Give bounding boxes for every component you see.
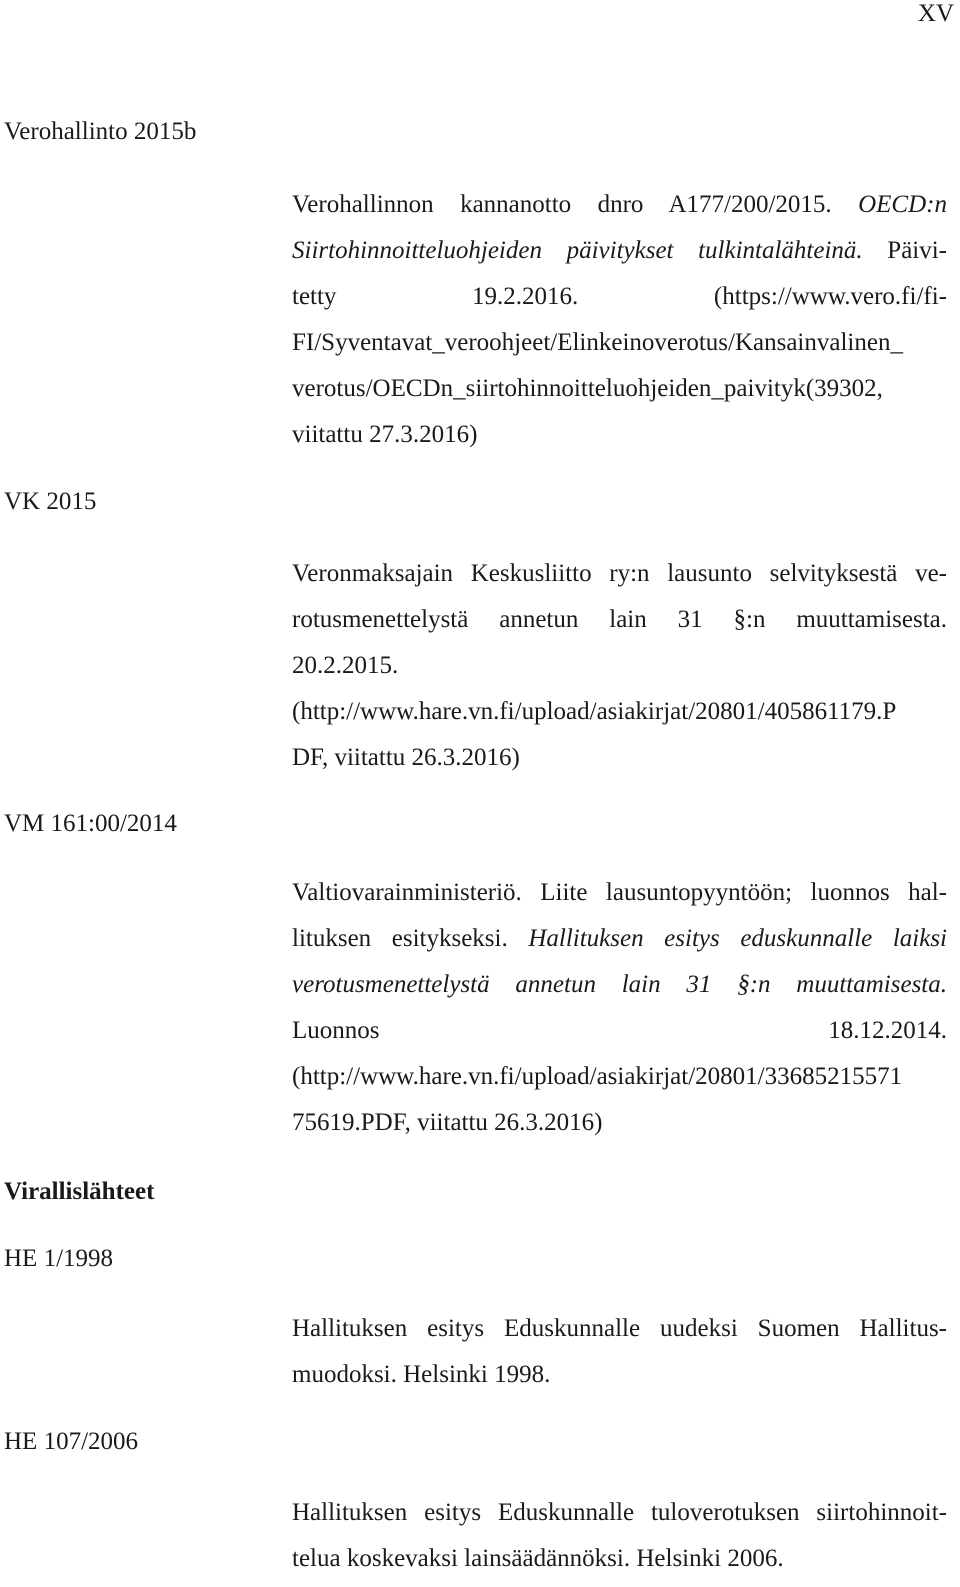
italic-title-text: Siirtohinnoitteluohjeiden päivitykset tulkintalähteinä.	[292, 237, 863, 264]
entry-line	[292, 228, 947, 274]
italic-title-text: OECD:n	[858, 191, 947, 218]
entry-line	[292, 1306, 947, 1352]
entry-line	[292, 320, 947, 366]
italic-title-text: verotusmenettelystä annetun lain 31 §:n muuttamisesta.	[292, 971, 947, 998]
entry-text: Päivi-	[862, 237, 948, 264]
entry-text: rotusmenettelystä annetun lain 31 §:n muuttamisesta.	[292, 606, 947, 633]
entry-line	[292, 551, 947, 597]
entry-line	[292, 1490, 947, 1536]
reference-entry	[292, 182, 947, 458]
entry-text: Hallituksen esitys Eduskunnalle uudeksi Suomen Hallitus-	[292, 1315, 947, 1342]
entry-line	[292, 182, 947, 228]
reference-entry	[292, 1306, 947, 1398]
reference-key: VM 161:00/2014	[4, 810, 177, 837]
entry-line	[292, 1352, 947, 1398]
entry-line	[292, 643, 947, 689]
entry-line	[292, 412, 947, 458]
entry-line	[292, 1008, 947, 1054]
entry-text: tetty 19.2.2016. (https://www.vero.fi/fi-	[292, 283, 947, 310]
italic-title-text: Hallituksen esitys eduskunnalle laiksi	[528, 925, 947, 952]
entry-text: 75619.PDF, viitattu 26.3.2016)	[292, 1109, 603, 1136]
reference-entry	[292, 551, 947, 781]
reference-key: HE 107/2006	[4, 1428, 139, 1455]
reference-key: Verohallinto 2015b	[4, 118, 197, 145]
entry-line	[292, 916, 947, 962]
entry-line	[292, 1536, 947, 1582]
entry-text: lituksen esitykseksi.	[292, 925, 529, 952]
entry-text: Veronmaksajain Keskusliitto ry:n lausunto selvityksestä ve-	[292, 560, 947, 587]
entry-text: verotus/OECDn_siirtohinnoitteluohjeiden_paivityk(39302,	[292, 375, 883, 402]
entry-text: (http://www.hare.vn.fi/upload/asiakirjat/20801/33685215571	[292, 1063, 903, 1090]
entry-text: muodoksi. Helsinki 1998.	[292, 1361, 551, 1388]
reference-key: HE 1/1998	[4, 1245, 114, 1272]
entry-text: telua koskevaksi lainsäädännöksi. Helsinki 2006.	[292, 1545, 784, 1572]
entry-line	[292, 689, 947, 735]
entry-text: Valtiovarainministeriö. Liite lausuntopyyntöön; luonnos hal-	[292, 879, 947, 906]
reference-key: VK 2015	[4, 488, 97, 515]
entry-line	[292, 1100, 947, 1146]
entry-line	[292, 597, 947, 643]
entry-line	[292, 274, 947, 320]
entry-line	[292, 366, 947, 412]
entry-line	[292, 1054, 947, 1100]
entry-text: DF, viitattu 26.3.2016)	[292, 744, 520, 771]
entry-text: Luonnos 18.12.2014.	[292, 1017, 947, 1044]
entry-line	[292, 870, 947, 916]
entry-line	[292, 962, 947, 1008]
section-heading: Virallislähteet	[4, 1178, 155, 1205]
entry-text: FI/Syventavat_veroohjeet/Elinkeinoverotus/Kansainvalinen_	[292, 329, 903, 356]
reference-entry	[292, 870, 947, 1146]
entry-line	[292, 735, 947, 781]
entry-text: Hallituksen esitys Eduskunnalle tuloverotuksen siirtohinnoit-	[292, 1499, 947, 1526]
entry-text: (http://www.hare.vn.fi/upload/asiakirjat/20801/405861179.P	[292, 698, 897, 725]
entry-text: 20.2.2015.	[292, 652, 399, 679]
entry-text: Verohallinnon kannanotto dnro A177/200/2015.	[292, 191, 859, 218]
page-number: XV	[917, 0, 954, 27]
entry-text: viitattu 27.3.2016)	[292, 421, 478, 448]
reference-entry	[292, 1490, 947, 1582]
